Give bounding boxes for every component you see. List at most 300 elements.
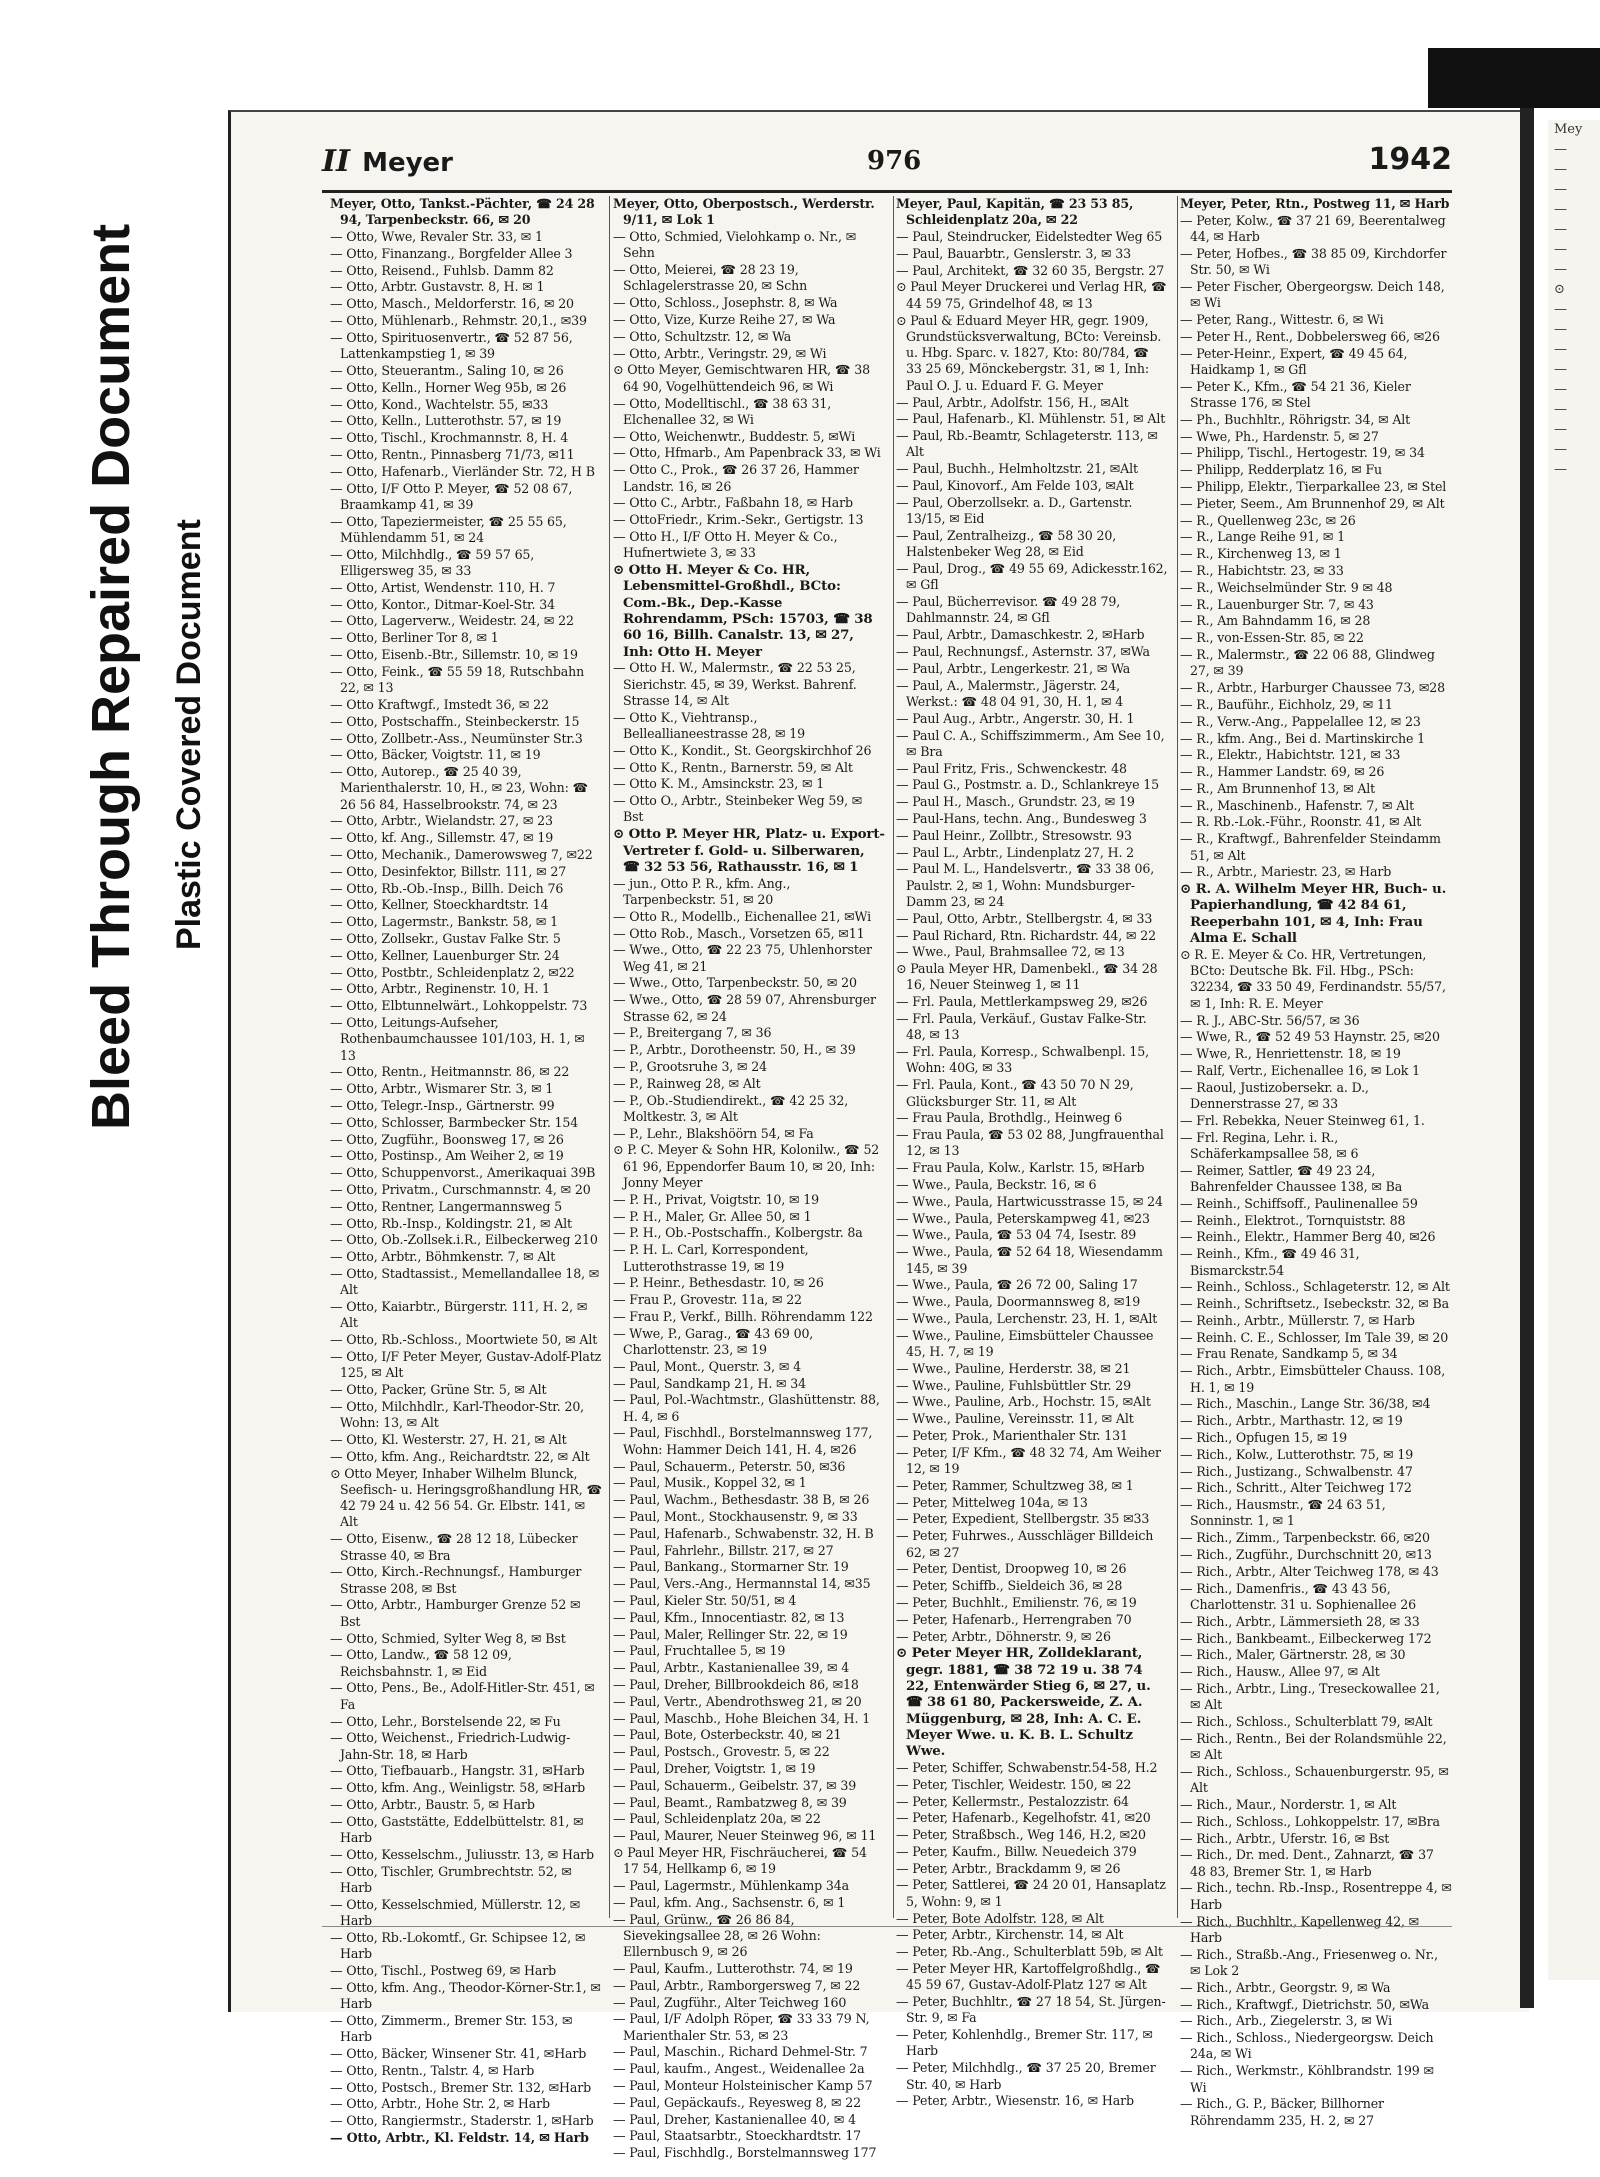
directory-entry: — R., Maschinenb., Hafenstr. 7, ✉ Alt bbox=[1180, 797, 1414, 813]
directory-entry: — Paul, Grünw., ☎ 26 86 84, Sievekingsallee 28, ✉ 26 Wohn: Ellernbusch 9, ✉ 26 bbox=[613, 1911, 821, 1960]
directory-entry: — Paul, Bote, Osterbeckstr. 40, ✉ 21 bbox=[613, 1727, 842, 1743]
directory-entry: — Peter, Straßbsch., Weg 146, H.2, ✉20 bbox=[896, 1827, 1146, 1843]
directory-entry: — Paul, Kaufm., Lutterothstr. 74, ✉ 19 bbox=[613, 1960, 853, 1976]
directory-entry: — Paul, Hafenarb., Schwabenstr. 32, H. B bbox=[613, 1525, 874, 1541]
directory-entry: — Otto, Tischler, Grumbrechtstr. 52, ✉ Harb bbox=[330, 1863, 572, 1895]
directory-entry: — Rich., Arbtr., Lämmersieth 28, ✉ 33 bbox=[1180, 1613, 1420, 1629]
directory-entry: — Rich., Hausmstr., ☎ 24 63 51, Sonninstr. 1, ✉ 1 bbox=[1180, 1497, 1386, 1529]
directory-entry: — Wwe., Paul, Brahmsallee 72, ✉ 13 bbox=[896, 944, 1125, 960]
directory-entry: — Peter, Expedient, Stellbergstr. 35 ✉33 bbox=[896, 1511, 1150, 1527]
directory-entry: — Paul, Dreher, Voigtstr. 1, ✉ 19 bbox=[613, 1760, 816, 1776]
directory-entry: — Wwe, P., Garag., ☎ 43 69 00, Charlottenstr. 23, ✉ 19 bbox=[613, 1325, 814, 1357]
directory-entry: — Paul, Schleidenplatz 20a, ✉ 22 bbox=[613, 1811, 821, 1827]
directory-entry: — Paul, Fahrlehr., Billstr. 217, ✉ 27 bbox=[613, 1542, 834, 1558]
directory-entry: — Otto, Kelln., Lutterothstr. 57, ✉ 19 bbox=[330, 413, 562, 429]
directory-entry: — Peter, Hafenarb., Herrengraben 70 bbox=[896, 1611, 1132, 1627]
directory-entry: — P. H. L. Carl, Korrespondent, Lutterothstrasse 19, ✉ 19 bbox=[613, 1242, 809, 1274]
directory-entry: — R., Lange Reihe 91, ✉ 1 bbox=[1180, 529, 1345, 545]
directory-entry: — Paul, Monteur Holsteinischer Kamp 57 bbox=[613, 2078, 873, 2094]
directory-entry: — Peter, Dentist, Droopweg 10, ✉ 26 bbox=[896, 1561, 1127, 1577]
directory-entry: ⊙ R. A. Wilhelm Meyer HR, Buch- u. Papierhandlung, ☎ 42 84 61, Reeperbahn 101, ✉ 4, Inh: Frau Alma E. Schall bbox=[1180, 881, 1447, 947]
directory-entry: — Otto, Stadtassist., Memellandallee 18, ✉ Alt bbox=[330, 1266, 600, 1298]
directory-entry: — Peter, Rb.-Ang., Schulterblatt 59b, ✉ Alt bbox=[896, 1944, 1163, 1960]
directory-entry: — Otto, Rangiermstr., Staderstr. 1, ✉Harb bbox=[330, 2113, 594, 2129]
directory-entry: — Philipp, Redderplatz 16, ✉ Fu bbox=[1180, 462, 1383, 478]
directory-entry: — Rich., Arbtr., Eimsbütteler Chauss. 108, H. 1, ✉ 19 bbox=[1180, 1363, 1446, 1395]
directory-entry: — Otto, kfm. Ang., Theodor-Körner-Str.1, ✉ Harb bbox=[330, 1979, 601, 2012]
directory-entry: — Paul, Zugführ., Alter Teichweg 160 bbox=[613, 1994, 847, 2010]
directory-entry: ⊙ Paula Meyer HR, Damenbekl., ☎ 34 28 16, Neuer Steinweg 1, ✉ 11 bbox=[896, 961, 1158, 993]
directory-entry: — Paul, Architekt, ☎ 32 60 35, Bergstr. 27 bbox=[896, 262, 1165, 278]
directory-entry: — Rich., Arbtr., Uferstr. 16, ✉ Bst bbox=[1180, 1830, 1390, 1846]
directory-entry: — Peter, Buchhltr., ☎ 27 18 54, St. Jürgen-Str. 9, ✉ Fa bbox=[896, 1994, 1166, 2026]
directory-entry: — Reinh., Schriftsetz., Isebeckstr. 32, ✉ Ba bbox=[1180, 1296, 1449, 1312]
directory-entry: — Rich., Arbtr., Georgstr. 9, ✉ Wa bbox=[1180, 1979, 1391, 1995]
directory-entry: — Otto, Steuerantm., Saling 10, ✉ 26 bbox=[330, 362, 564, 378]
directory-entry: — P., Grootsruhe 3, ✉ 24 bbox=[613, 1058, 767, 1074]
directory-entry: — Otto, Arbtr., Böhmkenstr. 7, ✉ Alt bbox=[330, 1249, 556, 1265]
column-divider bbox=[609, 196, 610, 1918]
directory-entry: — Reinh., Kfm., ☎ 49 46 31, Bismarckstr.54 bbox=[1180, 1246, 1360, 1278]
directory-entry: — Otto, Milchhdlg., ☎ 59 57 65, Elligersweg 35, ✉ 33 bbox=[330, 546, 535, 579]
directory-entry: — jun., Otto P. R., kfm. Ang., Tarpenbeckstr. 51, ✉ 20 bbox=[613, 875, 791, 907]
directory-entry: — Peter, Arbtr., Kirchenstr. 14, ✉ Alt bbox=[896, 1927, 1124, 1943]
directory-entry: — Paul, kaufm., Angest., Weidenallee 2a bbox=[613, 2061, 865, 2077]
directory-entry: — Paul Fritz, Fris., Schwenckestr. 48 bbox=[896, 760, 1127, 776]
directory-entry: — Paul, Arbtr., Ramborgersweg 7, ✉ 22 bbox=[613, 1977, 861, 1993]
directory-entry: — Peter, Schiffb., Sieldeich 36, ✉ 28 bbox=[896, 1578, 1123, 1594]
directory-entry: — Otto, Eisenw., ☎ 28 12 18, Lübecker Strasse 40, ✉ Bra bbox=[330, 1531, 578, 1563]
directory-entry: — Wwe., Pauline, Vereinsstr. 11, ✉ Alt bbox=[896, 1411, 1134, 1427]
edge-fragment: — bbox=[1554, 142, 1567, 157]
directory-entry: — Paul, Buchh., Helmholtzstr. 21, ✉Alt bbox=[896, 461, 1138, 477]
directory-entry: — Paul, Fischhdl., Borstelmannsweg 177, Wohn: Hammer Deich 141, H. 4, ✉26 bbox=[613, 1425, 873, 1457]
directory-entry: — Otto, Reisend., Fuhlsb. Damm 82 bbox=[330, 262, 554, 278]
directory-entry: — Frau Paula, Kolw., Karlstr. 15, ✉Harb bbox=[896, 1160, 1145, 1176]
directory-entry: — Rich., Maler, Gärtnerstr. 28, ✉ 30 bbox=[1180, 1647, 1406, 1663]
directory-entry: — Paul, Otto, Arbtr., Stellbergstr. 4, ✉ 33 bbox=[896, 910, 1153, 926]
directory-entry: — R., Habichtstr. 23, ✉ 33 bbox=[1180, 563, 1344, 579]
directory-entry: — Paul, Arbtr., Lengerkestr. 21, ✉ Wa bbox=[896, 660, 1131, 676]
directory-entry: — Paul, Beamt., Rambatzweg 8, ✉ 39 bbox=[613, 1794, 847, 1810]
directory-entry: ⊙ Otto P. Meyer HR, Platz- u. Export-Vertreter f. Gold- u. Silberwaren, ☎ 32 53 56, Rathausstr. 16, ✉ 1 bbox=[613, 826, 885, 875]
directory-entry: — Otto, Desinfektor, Billstr. 111, ✉ 27 bbox=[330, 863, 567, 879]
directory-entry: — Peter, Kaufm., Billw. Neuedeich 379 bbox=[896, 1843, 1137, 1859]
directory-entry: — Rich., Arbtr., Alter Teichweg 178, ✉ 43 bbox=[1180, 1563, 1439, 1579]
directory-entry: — Otto, Kellner, Stoeckhardtstr. 14 bbox=[330, 897, 549, 913]
directory-entry: — Paul, Bücherrevisor. ☎ 49 28 79, Dahlmannstr. 24, ✉ Gfl bbox=[896, 594, 1121, 626]
directory-entry: — Otto, kfm. Ang., Reichardtstr. 22, ✉ Alt bbox=[330, 1448, 590, 1464]
directory-entry: — Reinh., Arbtr., Müllerstr. 7, ✉ Harb bbox=[1180, 1312, 1415, 1328]
directory-entry: — Reimer, Sattler, ☎ 49 23 24, Bahrenfelder Chaussee 138, ✉ Ba bbox=[1180, 1162, 1403, 1195]
directory-entry: — Otto Rob., Masch., Vorsetzen 65, ✉11 bbox=[613, 925, 865, 941]
directory-entry: — Wwe., Pauline, Arb., Hochstr. 15, ✉Alt bbox=[896, 1394, 1151, 1410]
directory-entry: — Peter, Hofbes., ☎ 38 85 09, Kirchdorfer Str. 50, ✉ Wi bbox=[1180, 245, 1447, 278]
directory-entry: — Peter Meyer HR, Kartoffelgroßhdlg., ☎ 45 59 67, Gustav-Adolf-Platz 127 ✉ Alt bbox=[896, 1960, 1161, 1993]
directory-entry: — R. Rb.-Lok.-Führ., Roonstr. 41, ✉ Alt bbox=[1180, 814, 1422, 830]
directory-entry: — Otto, Tischl., Postweg 69, ✉ Harb bbox=[330, 1962, 557, 1978]
directory-entry: — Otto, Kesselschmied, Müllerstr. 12, ✉ Harb bbox=[330, 1896, 581, 1929]
directory-entry: — Frl. Rebekka, Neuer Steinweg 61, 1. bbox=[1180, 1112, 1425, 1128]
directory-entry: — Otto Kraftwgf., Imstedt 36, ✉ 22 bbox=[330, 696, 549, 712]
directory-entry: — Otto, Bäcker, Winsener Str. 41, ✉Harb bbox=[330, 2045, 587, 2061]
directory-entry: — Rich., Bankbeamt., Eilbeckerweg 172 bbox=[1180, 1630, 1432, 1646]
directory-entry: — Rich., Kraftwgf., Dietrichstr. 50, ✉Wa bbox=[1180, 1996, 1429, 2012]
directory-entry: — Otto, Postsch., Bremer Str. 132, ✉Harb bbox=[330, 2079, 591, 2095]
directory-entry: — Otto, Weichenwtr., Buddestr. 5, ✉Wi bbox=[613, 428, 856, 444]
directory-entry: — Paul, I/F Adolph Röper, ☎ 33 33 79 N, Marienthaler Str. 53, ✉ 23 bbox=[613, 2011, 870, 2043]
directory-entry: — Paul M. L., Handelsvertr., ☎ 33 38 06, Paulstr. 2, ✉ 1, Wohn: Mundsburger-Damm 23, ✉ 24 bbox=[896, 861, 1155, 909]
edge-fragment: — bbox=[1554, 162, 1567, 177]
directory-entry: — Paul, Bauarbtr., Genslerstr. 3, ✉ 33 bbox=[896, 245, 1131, 261]
directory-column-1 bbox=[330, 196, 602, 2145]
directory-entry: — Otto, Wwe, Revaler Str. 33, ✉ 1 bbox=[330, 229, 543, 245]
directory-entry: — Reinh. C. E., Schlosser, Im Tale 39, ✉ 20 bbox=[1180, 1329, 1449, 1345]
directory-entry: — P. H., Ob.-Postschaffn., Kolbergstr. 8a bbox=[613, 1225, 863, 1241]
directory-entry: — OttoFriedr., Krim.-Sekr., Gertigstr. 13 bbox=[613, 512, 864, 528]
directory-entry: — Otto, Autorep., ☎ 25 40 39, Marienthalerstr. 10, H., ✉ 23, Wohn: ☎ 26 56 84, Hasselbrookstr. 74, ✉ 23 bbox=[330, 764, 589, 812]
directory-entry: — Rich., Schloss., Niedergeorgsw. Deich 24a, ✉ Wi bbox=[1180, 2030, 1434, 2062]
directory-entry: — Rich., Buchhltr., Kapellenweg 42, ✉ Harb bbox=[1180, 1913, 1420, 1945]
directory-entry: — Paul, A., Malermstr., Jägerstr. 24, Werkst.: ☎ 48 04 91, 30, H. 1, ✉ 4 bbox=[896, 677, 1124, 709]
directory-entry: — Paul, Arbtr., Kastanienallee 39, ✉ 4 bbox=[613, 1660, 850, 1676]
directory-entry: — R., Lauenburger Str. 7, ✉ 43 bbox=[1180, 596, 1374, 612]
directory-columns bbox=[330, 196, 1452, 2161]
directory-entry: — Paul, Dreher, Billbrookdeich 86, ✉18 bbox=[613, 1676, 859, 1692]
directory-entry: — Rich., Zimm., Tarpenbeckstr. 66, ✉20 bbox=[1180, 1530, 1430, 1546]
edge-fragment: ⊙ bbox=[1554, 282, 1565, 297]
directory-entry: — Rich., Rentn., Bei der Rolandsmühle 22, ✉ Alt bbox=[1180, 1730, 1447, 1763]
directory-entry: — Paul, Mont., Stockhausenstr. 9, ✉ 33 bbox=[613, 1508, 858, 1524]
directory-entry: — Paul, Pol.-Wachtmstr., Glashüttenstr. 88, H. 4, ✉ 6 bbox=[613, 1392, 880, 1424]
directory-entry: — Peter, I/F Kfm., ☎ 48 32 74, Am Weiher 12, ✉ 19 bbox=[896, 1444, 1161, 1477]
directory-entry: — Paul, Fischhdlg., Borstelmannsweg 177 bbox=[613, 2145, 877, 2161]
directory-entry: — Otto, Mühlenarb., Rehmstr. 20,1., ✉39 bbox=[330, 313, 587, 329]
directory-entry: — Paul, Wachm., Bethesdastr. 38 B, ✉ 26 bbox=[613, 1492, 870, 1508]
directory-entry: — Otto, Arbtr., Kl. Feldstr. 14, ✉ Harb bbox=[330, 2129, 589, 2145]
directory-entry: — Paul, Lagermstr., Mühlenkamp 34a bbox=[613, 1877, 849, 1893]
directory-entry: — Otto, Feink., ☎ 55 59 18, Rutschbahn 22, ✉ 13 bbox=[330, 663, 585, 696]
directory-entry: — Peter, Sattlerei, ☎ 24 20 01, Hansaplatz 5, Wohn: 9, ✉ 1 bbox=[896, 1877, 1166, 1909]
directory-entry: — Peter H., Rent., Dobbelersweg 66, ✉26 bbox=[1180, 328, 1440, 344]
directory-entry: — P., Arbtr., Dorotheenstr. 50, H., ✉ 39 bbox=[613, 1042, 856, 1058]
bleed-through-label: Bleed Through Repaired Document bbox=[81, 223, 141, 1130]
directory-entry: — Wwe., Pauline, Eimsbütteler Chaussee 45, H. 7, ✉ 19 bbox=[896, 1327, 1154, 1359]
directory-entry: — Paul L., Arbtr., Lindenplatz 27, H. 2 bbox=[896, 844, 1135, 860]
volume-number: II bbox=[322, 144, 351, 179]
directory-entry: — Otto, Kl. Westerstr. 27, H. 21, ✉ Alt bbox=[330, 1431, 567, 1447]
directory-entry: — Paul, Kieler Str. 50/51, ✉ 4 bbox=[613, 1592, 797, 1608]
header-left bbox=[322, 144, 453, 179]
directory-entry: — Paul, Vertr., Abendrothsweg 21, ✉ 20 bbox=[613, 1693, 862, 1709]
directory-entry: — Otto, Packer, Grüne Str. 5, ✉ Alt bbox=[330, 1382, 547, 1398]
directory-entry: — Paul, Arbtr., Damaschkestr. 2, ✉Harb bbox=[896, 627, 1145, 643]
directory-entry: — Frau Paula, Brothdlg., Heinweg 6 bbox=[896, 1110, 1123, 1126]
directory-entry: — R., von-Essen-Str. 85, ✉ 22 bbox=[1180, 630, 1364, 646]
directory-entry: — Otto, Zollsekr., Gustav Falke Str. 5 bbox=[330, 931, 561, 947]
directory-entry: — Paul G., Postmstr. a. D., Schlankreye 15 bbox=[896, 777, 1159, 793]
directory-entry: — Rich., Schloss., Lohkoppelstr. 17, ✉Bra bbox=[1180, 1813, 1440, 1829]
directory-entry: — Peter, Kellermstr., Pestalozzistr. 64 bbox=[896, 1793, 1129, 1809]
directory-entry: — Otto, Arbtr., Wielandstr. 27, ✉ 23 bbox=[330, 813, 553, 829]
scan-page-edge bbox=[1520, 108, 1534, 2008]
directory-entry: Meyer, Paul, Kapitän, ☎ 23 53 85, Schleidenplatz 20a, ✉ 22 bbox=[896, 196, 1134, 228]
directory-entry: — Paul, Steindrucker, Eidelstedter Weg 65 bbox=[896, 229, 1163, 245]
edge-fragment: — bbox=[1554, 362, 1567, 377]
directory-entry: — Otto O., Arbtr., Steinbeker Weg 59, ✉ Bst bbox=[613, 793, 863, 825]
directory-entry: — Rich., Schloss., Schauenburgerstr. 95, ✉ Alt bbox=[1180, 1763, 1449, 1796]
directory-entry: — Peter, Mittelweg 104a, ✉ 13 bbox=[896, 1494, 1088, 1510]
directory-entry: — Wwe., Paula, ☎ 26 72 00, Saling 17 bbox=[896, 1277, 1138, 1293]
directory-entry: — Otto, Ob.-Zollsek.i.R., Eilbeckerweg 210 bbox=[330, 1232, 598, 1248]
next-page-edge bbox=[1548, 120, 1600, 1980]
directory-entry: — Frl. Paula, Verkäuf., Gustav Falke-Str. 48, ✉ 13 bbox=[896, 1011, 1147, 1043]
page-header bbox=[322, 136, 1452, 186]
edge-fragment: — bbox=[1554, 462, 1567, 477]
directory-entry: — Paul, Schauerm., Geibelstr. 37, ✉ 39 bbox=[613, 1777, 857, 1793]
directory-entry: — Paul, Rechnungsf., Asternstr. 37, ✉Wa bbox=[896, 644, 1150, 660]
directory-entry: — Peter, Bote Adolfstr. 128, ✉ Alt bbox=[896, 1910, 1104, 1926]
directory-entry: — Paul Aug., Arbtr., Angerstr. 30, H. 1 bbox=[896, 710, 1135, 726]
directory-entry: — R. J., ABC-Str. 56/57, ✉ 36 bbox=[1180, 1012, 1360, 1028]
directory-entry: — Paul, Drog., ☎ 49 55 69, Adickesstr.162, ✉ Gfl bbox=[896, 561, 1168, 593]
directory-entry: — Peter, Arbtr., Wiesenstr. 16, ✉ Harb bbox=[896, 2093, 1134, 2109]
directory-entry: — Wwe., Paula, Lerchenstr. 23, H. 1, ✉Alt bbox=[896, 1310, 1158, 1326]
directory-column-3 bbox=[896, 196, 1168, 2109]
directory-entry: — Otto, Arbtr., Hamburger Grenze 52 ✉ Bst bbox=[330, 1597, 581, 1629]
directory-entry: — Peter, Buchhlt., Emilienstr. 76, ✉ 19 bbox=[896, 1594, 1137, 1610]
page-number: 976 bbox=[867, 146, 922, 176]
directory-entry: — Otto, Postschaffn., Steinbeckerstr. 15 bbox=[330, 713, 580, 729]
directory-entry: — Wwe., Otto, Tarpenbeckstr. 50, ✉ 20 bbox=[613, 975, 857, 991]
directory-entry: — Otto, Postbtr., Schleidenplatz 2, ✉22 bbox=[330, 964, 575, 980]
edge-fragment: — bbox=[1554, 322, 1567, 337]
directory-entry: — Paul, Schauerm., Peterstr. 50, ✉36 bbox=[613, 1458, 846, 1474]
directory-entry: — Wwe, R., Henriettenstr. 18, ✉ 19 bbox=[1180, 1046, 1401, 1062]
directory-entry: — Paul, Zentralheizg., ☎ 58 30 20, Halstenbeker Weg 28, ✉ Eid bbox=[896, 527, 1117, 560]
footer-rule bbox=[322, 1926, 1452, 1927]
directory-entry: — Wwe., Paula, ☎ 53 04 74, Isestr. 89 bbox=[896, 1227, 1137, 1243]
directory-entry: ⊙ Peter Meyer HR, Zolldeklarant, gegr. 1881, ☎ 38 72 19 u. 38 74 22, Entenwärder Stieg 6, ✉ 27, u. ☎ 38 61 80, Packersweide, Z. A. Müggenburg, ✉ 28, Inh: A. C. E. Meyer Wwe. u. K. B. L. Schultz Wwe. bbox=[896, 1645, 1151, 1760]
directory-entry: — Rich., Zugführ., Durchschnitt 20, ✉13 bbox=[1180, 1547, 1432, 1563]
directory-entry: — Peter, Kohlenhdlg., Bremer Str. 117, ✉ Harb bbox=[896, 2027, 1153, 2059]
directory-entry: — Paul, Sandkamp 21, H. ✉ 34 bbox=[613, 1375, 807, 1391]
directory-entry: — Paul, Postsch., Grovestr. 5, ✉ 22 bbox=[613, 1744, 830, 1760]
directory-entry: — R., Elektr., Habichtstr. 121, ✉ 33 bbox=[1180, 747, 1401, 763]
directory-entry: — Otto, Rb.-Schloss., Moortwiete 50, ✉ Alt bbox=[330, 1332, 598, 1348]
directory-entry: — Rich., Justizang., Schwalbenstr. 47 bbox=[1180, 1463, 1413, 1479]
directory-entry: — Otto, Schlosser, Barmbecker Str. 154 bbox=[330, 1114, 579, 1130]
directory-entry: — Paul Richard, Rtn. Richardstr. 44, ✉ 22 bbox=[896, 927, 1156, 943]
directory-entry: — R., Bauführ., Eichholz, 29, ✉ 11 bbox=[1180, 696, 1393, 712]
directory-entry: — Paul, Hafenarb., Kl. Mühlenstr. 51, ✉ Alt bbox=[896, 411, 1166, 427]
directory-entry: — Rich., Werkmstr., Köhlbrandstr. 199 ✉ Wi bbox=[1180, 2063, 1434, 2095]
directory-entry: — Pieter, Seem., Am Brunnenhof 29, ✉ Alt bbox=[1180, 495, 1445, 511]
directory-entry: ⊙ Otto Meyer, Inhaber Wilhelm Blunck, Seefisch- u. Heringsgroßhandlung HR, ☎ 42 79 24 u. 42 56 54. Gr. Elbstr. 141, ✉ Alt bbox=[330, 1465, 602, 1530]
directory-column-4 bbox=[1180, 196, 1452, 2128]
edge-fragment: — bbox=[1554, 222, 1567, 237]
directory-entry: — Otto, Tapeziermeister, ☎ 25 55 65, Mühlendamm 51, ✉ 24 bbox=[330, 513, 567, 545]
directory-entry: — Otto, Masch., Meldorferstr. 16, ✉ 20 bbox=[330, 296, 574, 312]
directory-entry: — Otto, Lagermstr., Bankstr. 58, ✉ 1 bbox=[330, 914, 559, 930]
directory-entry: — Otto, Kesselschm., Juliusstr. 13, ✉ Harb bbox=[330, 1846, 594, 1862]
directory-entry: — Peter, Schiffer, Schwabenstr.54-58, H.2 bbox=[896, 1759, 1158, 1775]
directory-entry: — Otto, Modelltischl., ☎ 38 63 31, Elchenallee 32, ✉ Wi bbox=[613, 395, 832, 427]
directory-entry: — Wwe, Ph., Hardenstr. 5, ✉ 27 bbox=[1180, 428, 1379, 444]
directory-entry: Meyer, Otto, Tankst.-Pächter, ☎ 24 28 94, Tarpenbeckstr. 66, ✉ 20 bbox=[330, 196, 595, 228]
directory-entry: — Wwe., Otto, ☎ 22 23 75, Uhlenhorster Weg 41, ✉ 21 bbox=[613, 942, 872, 974]
directory-entry: — Otto C., Prok., ☎ 26 37 26, Hammer Landstr. 16, ✉ 26 bbox=[613, 462, 859, 494]
directory-entry: — Paul, Rb.-Beamtr, Schlageterstr. 113, ✉ Alt bbox=[896, 428, 1158, 460]
directory-entry: Meyer, Otto, Oberpostsch., Werderstr. 9/11, ✉ Lok 1 bbox=[613, 196, 875, 228]
directory-entry: — Paul H., Masch., Grundstr. 23, ✉ 19 bbox=[896, 794, 1135, 810]
directory-entry: — Otto, kf. Ang., Sillemstr. 47, ✉ 19 bbox=[330, 830, 554, 846]
directory-entry: — R., Am Bahndamm 16, ✉ 28 bbox=[1180, 613, 1371, 629]
directory-entry: — Otto, Meierei, ☎ 28 23 19, Schlagelerstrasse 20, ✉ Schn bbox=[613, 262, 808, 294]
directory-entry: — Otto, Arbtr., Hohe Str. 2, ✉ Harb bbox=[330, 2096, 550, 2112]
directory-entry: — Otto, Landw., ☎ 58 12 09, Reichsbahnstr. 1, ✉ Eid bbox=[330, 1647, 512, 1679]
directory-entry: — P. H., Maler, Gr. Allee 50, ✉ 1 bbox=[613, 1208, 812, 1224]
directory-entry: — Wwe., Paula, Beckstr. 16, ✉ 6 bbox=[896, 1177, 1097, 1193]
directory-entry: — Peter, Arbtr., Döhnerstr. 9, ✉ 26 bbox=[896, 1628, 1111, 1644]
directory-entry: — Paul, Bankang., Stormarner Str. 19 bbox=[613, 1559, 849, 1575]
directory-entry: — Otto, Zugführ., Boonsweg 17, ✉ 26 bbox=[330, 1131, 564, 1147]
directory-entry: — Paul, Maurer, Neuer Steinweg 96, ✉ 11 bbox=[613, 1828, 877, 1844]
directory-entry: — Rich., Maschin., Lange Str. 36/38, ✉4 bbox=[1180, 1396, 1431, 1412]
directory-entry: — Peter, Milchhdlg., ☎ 37 25 20, Bremer Str. 40, ✉ Harb bbox=[896, 2060, 1156, 2092]
edge-fragment: — bbox=[1554, 442, 1567, 457]
directory-entry: — Otto K. M., Amsinckstr. 23, ✉ 1 bbox=[613, 776, 825, 792]
directory-entry: — Otto, Rb.-Ob.-Insp., Billh. Deich 76 bbox=[330, 880, 564, 896]
directory-entry: — Otto, Kirch.-Rechnungsf., Hamburger Strasse 208, ✉ Bst bbox=[330, 1564, 582, 1596]
scan-dark-corner bbox=[1428, 48, 1600, 108]
directory-entry: — Otto, Finanzang., Borgfelder Allee 3 bbox=[330, 245, 573, 261]
directory-entry: ⊙ R. E. Meyer & Co. HR, Vertretungen, BCto: Deutsche Bk. Fil. Hbg., PSch: 32234, ☎ 33 50 49, Ferdinandstr. 55/57, ✉ 1, Inh: R. E. Meyer bbox=[1180, 946, 1446, 1011]
directory-entry: — Peter, Kolw., ☎ 37 21 69, Beerentalweg 44, ✉ Harb bbox=[1180, 212, 1446, 245]
directory-entry: — R., kfm. Ang., Bei d. Martinskirche 1 bbox=[1180, 730, 1425, 746]
edge-fragment: — bbox=[1554, 262, 1567, 277]
directory-entry: — Otto, Vize, Kurze Reihe 27, ✉ Wa bbox=[613, 312, 836, 328]
edge-fragment: — bbox=[1554, 422, 1567, 437]
directory-entry: ⊙ Otto Meyer, Gemischtwaren HR, ☎ 38 64 90, Vogelhüttendeich 96, ✉ Wi bbox=[613, 362, 870, 394]
directory-entry: — Otto, Gaststätte, Eddelbüttelstr. 81, ✉ Harb bbox=[330, 1813, 584, 1846]
directory-entry: — Frl. Paula, Kont., ☎ 43 50 70 N 29, Glücksburger Str. 11, ✉ Alt bbox=[896, 1077, 1134, 1109]
directory-entry: — Otto, Lagerverw., Weidestr. 24, ✉ 22 bbox=[330, 613, 574, 629]
directory-entry: — Rich., Maur., Norderstr. 1, ✉ Alt bbox=[1180, 1797, 1397, 1812]
directory-entry: — Paul, Mont., Querstr. 3, ✉ 4 bbox=[613, 1358, 801, 1374]
directory-entry: — Otto, Rb.-Insp., Koldingstr. 21, ✉ Alt bbox=[330, 1215, 572, 1231]
directory-entry: — Otto, Bäcker, Voigtstr. 11, ✉ 19 bbox=[330, 747, 541, 763]
directory-entry: — Otto, Arbtr., Baustr. 5, ✉ Harb bbox=[330, 1797, 535, 1812]
edge-fragment: — bbox=[1554, 342, 1567, 357]
directory-column-2 bbox=[613, 196, 885, 2161]
directory-entry: — Otto, Hfmarb., Am Papenbrack 33, ✉ Wi bbox=[613, 445, 881, 461]
directory-entry: — Rich., Kolw., Lutterothstr. 75, ✉ 19 bbox=[1180, 1446, 1414, 1462]
directory-entry: — Otto, Leitungs-Aufseher, Rothenbaumchaussee 101/103, H. 1, ✉ 13 bbox=[330, 1015, 585, 1063]
directory-entry: — Raoul, Justizobersekr. a. D., Dennerstrasse 27, ✉ 33 bbox=[1180, 1079, 1369, 1112]
directory-entry: — Peter, Rammer, Schultzweg 38, ✉ 1 bbox=[896, 1477, 1134, 1493]
directory-entry: — Ph., Buchhltr., Röhrigstr. 34, ✉ Alt bbox=[1180, 411, 1411, 427]
plastic-covered-label: Plastic Covered Document bbox=[170, 519, 208, 950]
directory-entry: — Otto, Hafenarb., Vierländer Str. 72, H B bbox=[330, 463, 595, 479]
directory-entry: — Otto, Rentn., Pinnasberg 71/73, ✉11 bbox=[330, 446, 575, 462]
directory-entry: Meyer, Peter, Rtn., Postweg 11, ✉ Harb bbox=[1180, 196, 1450, 211]
directory-entry: — Paul, Maschin., Richard Dehmel-Str. 7 bbox=[613, 2044, 868, 2060]
directory-entry: — Otto, Berliner Tor 8, ✉ 1 bbox=[330, 630, 499, 646]
directory-entry: — Rich., Arb., Ziegelerstr. 3, ✉ Wi bbox=[1180, 2013, 1392, 2029]
directory-entry: — Peter Fischer, Obergeorgsw. Deich 148, ✉ Wi bbox=[1180, 278, 1445, 311]
directory-entry: — R., Arbtr., Harburger Chaussee 73, ✉28 bbox=[1180, 680, 1446, 696]
directory-entry: — Rich., Dr. med. Dent., Zahnarzt, ☎ 37 48 83, Bremer Str. 1, ✉ Harb bbox=[1180, 1847, 1434, 1879]
directory-entry: — Peter, Hafenarb., Kegelhofstr. 41, ✉20 bbox=[896, 1810, 1151, 1826]
directory-entry: — Otto K., Rentn., Barnerstr. 59, ✉ Alt bbox=[613, 759, 853, 775]
directory-entry: — Frl. Paula, Korresp., Schwalbenpl. 15, Wohn: 40G, ✉ 33 bbox=[896, 1044, 1149, 1076]
directory-entry: — Paul, Musik., Koppel 32, ✉ 1 bbox=[613, 1475, 807, 1491]
directory-entry: — Otto, Rb.-Lokomtf., Gr. Schipsee 12, ✉ Harb bbox=[330, 1929, 586, 1962]
directory-entry: — Frl. Regina, Lehr. i. R., Schäferkampsallee 58, ✉ 6 bbox=[1180, 1129, 1359, 1161]
directory-entry: — Otto, Rentn., Talstr. 4, ✉ Harb bbox=[330, 2062, 535, 2078]
directory-entry: — Otto, Schmied, Vielohkamp o. Nr., ✉ Sehn bbox=[613, 229, 857, 261]
directory-entry: — Wwe., Paula, Hartwicusstrasse 15, ✉ 24 bbox=[896, 1193, 1163, 1209]
directory-entry: — Peter, Rang., Wittestr. 6, ✉ Wi bbox=[1180, 312, 1384, 328]
directory-entry: — Peter, Arbtr., Brackdamm 9, ✉ 26 bbox=[896, 1860, 1121, 1876]
directory-entry: — Paul, Kinovorf., Am Felde 103, ✉Alt bbox=[896, 478, 1134, 494]
directory-entry: — Otto, I/F Peter Meyer, Gustav-Adolf-Platz 125, ✉ Alt bbox=[330, 1348, 602, 1381]
directory-entry: — Otto, I/F Otto P. Meyer, ☎ 52 08 67, Braamkamp 41, ✉ 39 bbox=[330, 480, 573, 512]
directory-entry: — R., Quellenweg 23c, ✉ 26 bbox=[1180, 512, 1356, 528]
column-divider bbox=[893, 196, 894, 1918]
edge-fragment: — bbox=[1554, 182, 1567, 197]
directory-entry: — Frau P., Verkf., Billh. Röhrendamm 122 bbox=[613, 1308, 873, 1324]
directory-entry: — Rich., techn. Rb.-Insp., Rosentreppe 4, ✉ Harb bbox=[1180, 1880, 1452, 1912]
directory-entry: — Otto, Schmied, Sylter Weg 8, ✉ Bst bbox=[330, 1630, 566, 1646]
directory-entry: — R., Malermstr., ☎ 22 06 88, Glindweg 27, ✉ 39 bbox=[1180, 647, 1435, 679]
column-divider bbox=[1177, 196, 1178, 1918]
directory-entry: — Paul, Arbtr., Adolfstr. 156, H., ✉Alt bbox=[896, 394, 1129, 410]
directory-entry: — Otto, Kontor., Ditmar-Koel-Str. 34 bbox=[330, 596, 555, 612]
directory-entry: — R., Weichselmünder Str. 9 ✉ 48 bbox=[1180, 579, 1393, 595]
directory-entry: — Frau Paula, ☎ 53 02 88, Jungfrauenthal 12, ✉ 13 bbox=[896, 1127, 1164, 1159]
directory-entry: — Paul, Oberzollsekr. a. D., Gartenstr. 13/15, ✉ Eid bbox=[896, 494, 1133, 527]
directory-entry: — Otto, Tischl., Krochmannstr. 8, H. 4 bbox=[330, 430, 569, 446]
directory-entry: — Rich., Arbtr., Marthastr. 12, ✉ 19 bbox=[1180, 1413, 1403, 1429]
directory-entry: — Wwe., Otto, ☎ 28 59 07, Ahrensburger Strasse 62, ✉ 24 bbox=[613, 992, 876, 1024]
directory-entry: — Peter-Heinr., Expert, ☎ 49 45 64, Haidkamp 1, ✉ Gfl bbox=[1180, 345, 1408, 377]
directory-entry: — Paul, Maschb., Hohe Bleichen 34, H. 1 bbox=[613, 1710, 871, 1726]
directory-entry: — Otto, Weichenst., Friedrich-Ludwig-Jahn-Str. 18, ✉ Harb bbox=[330, 1730, 571, 1762]
directory-entry: — Peter, Tischler, Weidestr. 150, ✉ 22 bbox=[896, 1776, 1132, 1792]
directory-entry: — Otto K., Viehtransp., Belleallianeestrasse 28, ✉ 19 bbox=[613, 709, 806, 741]
edge-fragment: — bbox=[1554, 242, 1567, 257]
directory-entry: ⊙ P. C. Meyer & Sohn HR, Kolonilw., ☎ 52 61 96, Eppendorfer Baum 10, ✉ 20, Inh: Jonny Meyer bbox=[613, 1142, 880, 1191]
directory-entry: — Ralf, Vertr., Eichenallee 16, ✉ Lok 1 bbox=[1180, 1062, 1420, 1078]
directory-entry: — Wwe., Paula, Doormannsweg 8, ✉19 bbox=[896, 1294, 1141, 1310]
directory-entry: — Reinh., Elektr., Hammer Berg 40, ✉26 bbox=[1180, 1229, 1436, 1245]
directory-entry: — Otto, Kond., Wachtelstr. 55, ✉33 bbox=[330, 396, 549, 412]
directory-entry: ⊙ Paul Meyer Druckerei und Verlag HR, ☎ 44 59 75, Grindelhof 48, ✉ 13 bbox=[896, 279, 1167, 311]
directory-entry: — Otto, Lehr., Borstelsende 22, ✉ Fu bbox=[330, 1713, 561, 1729]
directory-entry: — Otto, Telegr.-Insp., Gärtnerstr. 99 bbox=[330, 1098, 555, 1114]
directory-entry: — Frl. Paula, Mettlerkampsweg 29, ✉26 bbox=[896, 994, 1148, 1010]
directory-entry: — Philipp, Tischl., Hertogestr. 19, ✉ 34 bbox=[1180, 445, 1425, 461]
directory-entry: — Rich., Opfugen 15, ✉ 19 bbox=[1180, 1429, 1347, 1445]
directory-entry: — Rich., Hausw., Allee 97, ✉ Alt bbox=[1180, 1664, 1380, 1680]
directory-entry: — R., Verw.-Ang., Pappelallee 12, ✉ 23 bbox=[1180, 713, 1421, 729]
directory-entry: — Wwe, R., ☎ 52 49 53 Haynstr. 25, ✉20 bbox=[1180, 1029, 1440, 1045]
directory-entry: — Wwe., Pauline, Fuhlsbüttler Str. 29 bbox=[896, 1377, 1131, 1393]
directory-entry: — Otto, Arbtr. Gustavstr. 8, H. ✉ 1 bbox=[330, 279, 545, 295]
directory-entry: — Otto R., Modellb., Eichenallee 21, ✉Wi bbox=[613, 908, 871, 924]
